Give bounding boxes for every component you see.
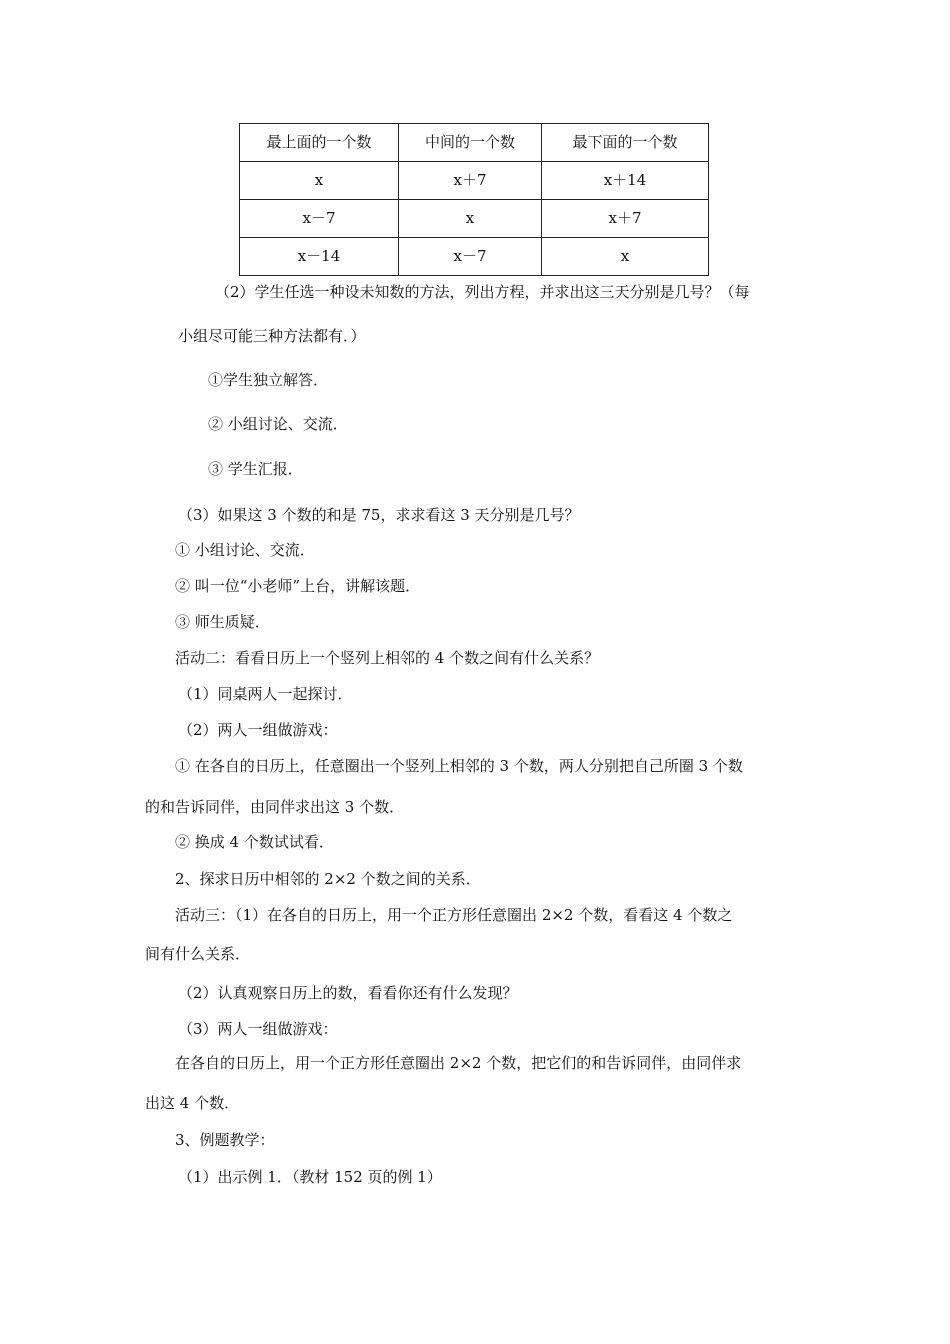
paragraph-line: 的和告诉同伴，由同伴求出这 3 个数．: [145, 798, 405, 816]
header-cell-middle: 中间的一个数: [399, 124, 542, 162]
table-row: [240, 200, 709, 238]
table-cell: x: [240, 162, 399, 200]
paragraph-line: （2）认真观察日历上的数，看看你还有什么发现？: [178, 984, 518, 1002]
paragraph-line: 在各自的日历上，用一个正方形任意圈出 2×2 个数，把它们的和告诉同伴，由同伴求: [175, 1054, 742, 1072]
list-item: ② 换成 4 个数试试看．: [175, 833, 334, 851]
list-item: ③ 学生汇报．: [208, 460, 303, 478]
section-heading: 2、探求日历中相邻的 2×2 个数之间的关系．: [175, 870, 481, 888]
paragraph-line: （2）两人一组做游戏：: [178, 721, 338, 739]
table-header-row: [240, 124, 709, 162]
paragraph-line: （1）出示例 1．（教材 152 页的例 1）: [178, 1168, 442, 1186]
table-cell: x＋14: [542, 162, 709, 200]
paragraph-line: （3）两人一组做游戏：: [178, 1020, 338, 1038]
paragraph-line: 出这 4 个数．: [145, 1094, 240, 1112]
table-cell: x＋7: [399, 162, 542, 200]
table-cell: x＋7: [542, 200, 709, 238]
table-cell: x－14: [240, 238, 399, 276]
list-item: ② 叫一位“小老师”上台，讲解该题．: [175, 577, 421, 595]
section-heading: 3、例题教学：: [175, 1131, 275, 1149]
list-item: ① 在各自的日历上，任意圈出一个竖列上相邻的 3 个数，两人分别把自己所圈 3 个数: [175, 757, 743, 775]
expression-table: [239, 123, 709, 276]
list-item: ① 小组讨论、交流．: [175, 541, 315, 559]
paragraph-line: （2）学生任选一种设未知数的方法，列出方程，并求出这三天分别是几号？（每: [215, 283, 750, 301]
table-cell: x: [542, 238, 709, 276]
table-cell: x: [399, 200, 542, 238]
list-item: ①学生独立解答．: [208, 371, 329, 389]
header-cell-bottom: 最下面的一个数: [542, 124, 709, 162]
paragraph-line: （1）同桌两人一起探讨．: [178, 685, 353, 703]
paragraph-line: 间有什么关系．: [145, 945, 251, 963]
paragraph-line: 小组尽可能三种方法都有．）: [178, 327, 366, 345]
list-item: ③ 师生质疑．: [175, 613, 270, 631]
paragraph-line: 活动二：看看日历上一个竖列上相邻的 4 个数之间有什么关系？: [175, 649, 600, 667]
list-item: ② 小组讨论、交流．: [208, 415, 348, 433]
table-row: [240, 162, 709, 200]
header-cell-top: 最上面的一个数: [240, 124, 399, 162]
table-cell: x－7: [399, 238, 542, 276]
table-row: [240, 238, 709, 276]
paragraph-line: 活动三：（1）在各自的日历上，用一个正方形任意圈出 2×2 个数，看看这 4 个数之: [175, 906, 733, 924]
table-cell: x－7: [240, 200, 399, 238]
paragraph-line: （3）如果这 3 个数的和是 75，求求看这 3 天分别是几号？: [178, 506, 580, 524]
